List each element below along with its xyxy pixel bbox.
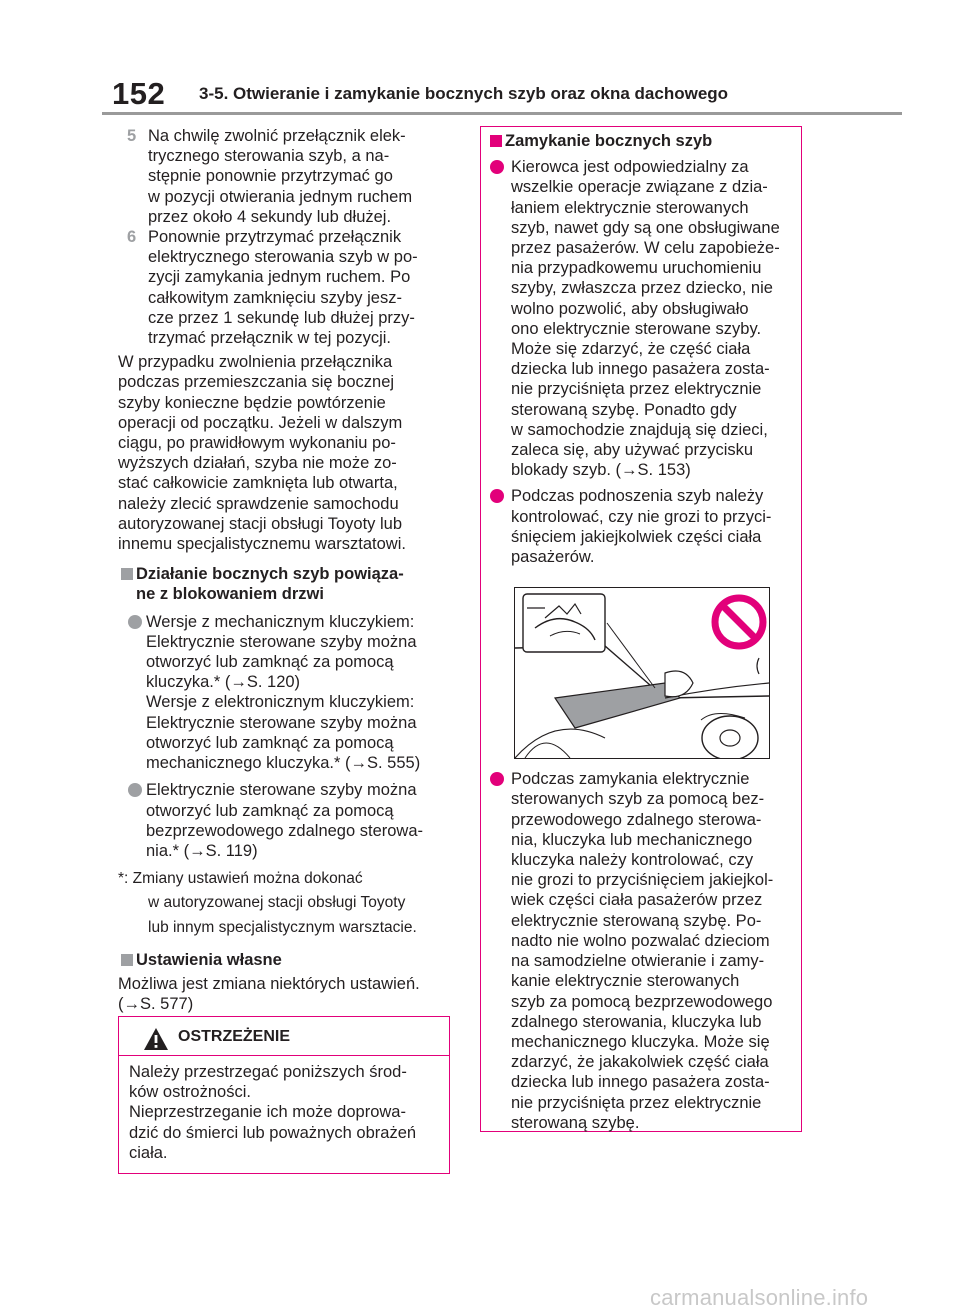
text-line: przez około 4 sekundy lub dłużej. [148, 207, 392, 226]
text-line: nie grozi to przyciśnięciem jakiejkol- [511, 871, 774, 890]
text-line: kanie elektrycznie sterowanych [511, 972, 740, 991]
page-number: 152 [112, 76, 166, 111]
warning-box [118, 1016, 450, 1174]
text-line: autoryzowanej stacji obsługi Toyoty lub [118, 514, 403, 533]
car-interior-illustration [515, 588, 769, 758]
text-line: Na chwilę zwolnić przełącznik elek- [148, 127, 406, 145]
text-line: operacji od początku. Jeżeli w dalszym [118, 413, 403, 432]
text-line: wiek części ciała pasażerów przez [511, 891, 763, 910]
circle-bullet-icon [128, 615, 142, 629]
text-line: nia.* (→S. 119) [146, 841, 258, 860]
text-line: Działanie bocznych szyb powiąza- [136, 565, 404, 584]
text-line: sterowanych szyb za pomocą bez- [511, 790, 765, 809]
text-line: Może się zdarzyć, że część ciała [511, 340, 751, 359]
text-line: sterowaną szybę. Ponadto gdy [511, 400, 737, 419]
text-line: stępnie ponownie przytrzymać go [148, 167, 393, 186]
footnote [118, 867, 454, 940]
text-line: całkowitym zamknięciu szyby jesz- [148, 288, 402, 307]
text-line: Nieprzestrzeganie ich może doprowa- [129, 1103, 406, 1122]
text-line: Podczas zamykania elektrycznie [511, 770, 750, 789]
paragraph-restart [118, 352, 454, 554]
text-line: nia, kluczyka lub mechanicznego [511, 830, 753, 849]
text-line: trycznego sterowania szyb, a na- [148, 147, 390, 166]
left-column [118, 126, 454, 1014]
circle-bullet-icon [490, 489, 504, 503]
text-line: W przypadku zwolnienia przełącznika [118, 353, 393, 372]
caution-box [480, 126, 802, 1132]
text-line: w autoryzowanej stacji obsługi Toyoty [148, 894, 406, 912]
text-line: ciągu, po prawidłowym wykonaniu po- [118, 434, 396, 453]
text-line: ków ostrożności. [129, 1083, 251, 1102]
text-line: wolno pozwolić, aby obsługiwało [511, 299, 749, 318]
text-line: Ponownie przytrzymać przełącznik [148, 228, 402, 247]
text-line: blokady szyb. (→S. 153) [511, 461, 691, 480]
text-line: (→S. 577) [118, 995, 194, 1014]
text-line: dziecka lub innego pasażera zosta- [511, 360, 770, 379]
text-line: łaniem elektrycznie sterowanych [511, 198, 749, 217]
text-line: stać całkowicie zamknięta lub otwarta, [118, 474, 398, 493]
text-line: mechanicznego kluczyka. Może się [511, 1032, 770, 1051]
text-line: Wersje z elektronicznym kluczykiem: [146, 693, 415, 712]
text-line: szyby konieczne będzie powtórzenie [118, 393, 386, 412]
text-line: trzymać przełącznik w tej pozycji. [148, 329, 391, 348]
text-line: pasażerów. [511, 548, 595, 567]
section-title: 3-5. Otwieranie i zamykanie bocznych szyb oraz okna dachowego [199, 84, 729, 103]
paragraph-custom-settings [118, 974, 454, 1014]
circle-bullet-icon [128, 783, 142, 797]
watermark: carmanualsonline.info [650, 1285, 869, 1310]
window-pinch-illustration [514, 587, 770, 759]
text-line: kluczyka należy kontrolować, czy [511, 851, 754, 870]
circle-bullet-icon [490, 160, 504, 174]
text-line: kluczyka.* (→S. 120) [146, 673, 301, 692]
text-line: otworzyć lub zamknąć za pomocą [146, 733, 394, 752]
text-line: ciała. [129, 1143, 168, 1162]
text-line: sterowaną szybę. [511, 1113, 640, 1132]
text-line: elektrycznie sterowaną szybę. Po- [511, 911, 762, 930]
header-divider [102, 112, 902, 115]
text-line: kontrolować, czy nie grozi to przyci- [511, 507, 772, 526]
step-5 [118, 126, 454, 227]
text-line: szyb za pomocą bezprzewodowego [511, 992, 773, 1011]
text-line: lub innym specjalistycznym warsztacie. [148, 918, 417, 936]
text-line: innemu specjalistycznemu warsztatowi. [118, 535, 406, 554]
step-number: 6 [127, 228, 137, 247]
text-line: elektrycznego sterowania szyb w po- [148, 248, 418, 267]
step-text [148, 227, 454, 348]
bullet-driver-responsible [487, 157, 793, 480]
text-line: śnięciem jakiejkolwiek części ciała [511, 527, 762, 546]
text-line: Elektrycznie sterowane szyby można [146, 781, 417, 800]
text-line: zaleca się, aby używać przycisku [511, 441, 754, 460]
text-line: otworzyć lub zamknąć za pomocą [146, 801, 394, 820]
bullet-mechanical-key [118, 612, 454, 774]
text-line: szyb, nawet gdy są one obsługiwane [511, 218, 780, 237]
bullet-remote [118, 780, 454, 861]
text-line: w pozycji otwierania jednym ruchem [148, 187, 413, 206]
text-line: należy zlecić sprawdzenie samochodu [118, 494, 399, 513]
text-line: *: Zmiany ustawień można dokonać [118, 870, 363, 888]
text-line: zdalnego sterowania, kluczyka lub [511, 1012, 762, 1031]
text-line: Elektrycznie sterowane szyby można [146, 713, 417, 732]
text-line: Elektrycznie sterowane szyby można [146, 632, 417, 651]
text-line: nia przypadkowemu uruchomieniu [511, 259, 762, 278]
text-line: Kierowca jest odpowiedzialny za [511, 158, 749, 177]
text-line: bezprzewodowego zdalnego sterowa- [146, 821, 424, 840]
bullet-raising-windows [487, 486, 793, 567]
text-line: Podczas podnoszenia szyb należy [511, 487, 764, 506]
text-line: zdarzyć, że jakakolwiek część ciała [511, 1053, 769, 1072]
step-6 [118, 227, 454, 348]
text-line: w samochodzie znajdują się dzieci, [511, 420, 768, 439]
text-line: Wersje z mechanicznym kluczykiem: [146, 612, 415, 631]
text-line: dzić do śmierci lub poważnych obrażeń [129, 1123, 417, 1142]
text-line: Zamykanie bocznych szyb [505, 132, 713, 150]
bullet-remote-closing [487, 769, 793, 1133]
square-bullet-icon [490, 135, 502, 147]
text-line: wszelkie operacje związane z dzia- [511, 178, 768, 197]
text-line: nadto nie wolno pozwalać dzieciom [511, 931, 770, 950]
text-line: otworzyć lub zamknąć za pomocą [146, 653, 394, 672]
step-number: 5 [127, 127, 137, 145]
text-line: przewodowego zdalnego sterowa- [511, 810, 762, 829]
circle-bullet-icon [490, 772, 504, 786]
text-line: mechanicznego kluczyka.* (→S. 555) [146, 754, 421, 773]
text-line: Ustawienia własne [136, 950, 282, 969]
warning-header [119, 1017, 449, 1056]
text-line: wyższych działań, szyba nie może zo- [118, 454, 397, 473]
subheading-closing-windows [487, 131, 793, 151]
page-header [0, 0, 960, 120]
text-line: Możliwa jest zmiana niektórych ustawień. [118, 974, 420, 993]
step-text [148, 126, 454, 227]
text-line: na samodzielne otwieranie i zamy- [511, 952, 765, 971]
text-line: Należy przestrzegać poniższych środ- [129, 1063, 407, 1081]
subheading-custom-settings [118, 950, 454, 970]
text-line: ono elektrycznie sterowane szyby. [511, 319, 762, 338]
square-bullet-icon [121, 954, 133, 966]
text-line: ne z blokowaniem drzwi [136, 585, 324, 604]
subheading-door-lock [118, 564, 454, 604]
text-line: dziecka lub innego pasażera zosta- [511, 1073, 770, 1092]
warning-triangle-icon [143, 1027, 169, 1051]
text-line: nie przyciśnięta przez elektrycznie [511, 380, 762, 399]
text-line: nie przyciśnięta przez elektrycznie [511, 1093, 762, 1112]
text-line: cze przez 1 sekundę lub dłużej przy- [148, 308, 415, 327]
text-line: zycji zamykania jednym ruchem. Po [148, 268, 411, 287]
text-line: podczas przemieszczania się bocznej [118, 373, 395, 392]
warning-title: OSTRZEŻENIE [178, 1028, 291, 1045]
square-bullet-icon [121, 568, 133, 580]
text-line: szyby, zwłaszcza przez dziecko, nie [511, 279, 773, 298]
warning-body [119, 1056, 449, 1163]
text-line: przez pasażerów. W celu zapobieże- [511, 239, 780, 258]
